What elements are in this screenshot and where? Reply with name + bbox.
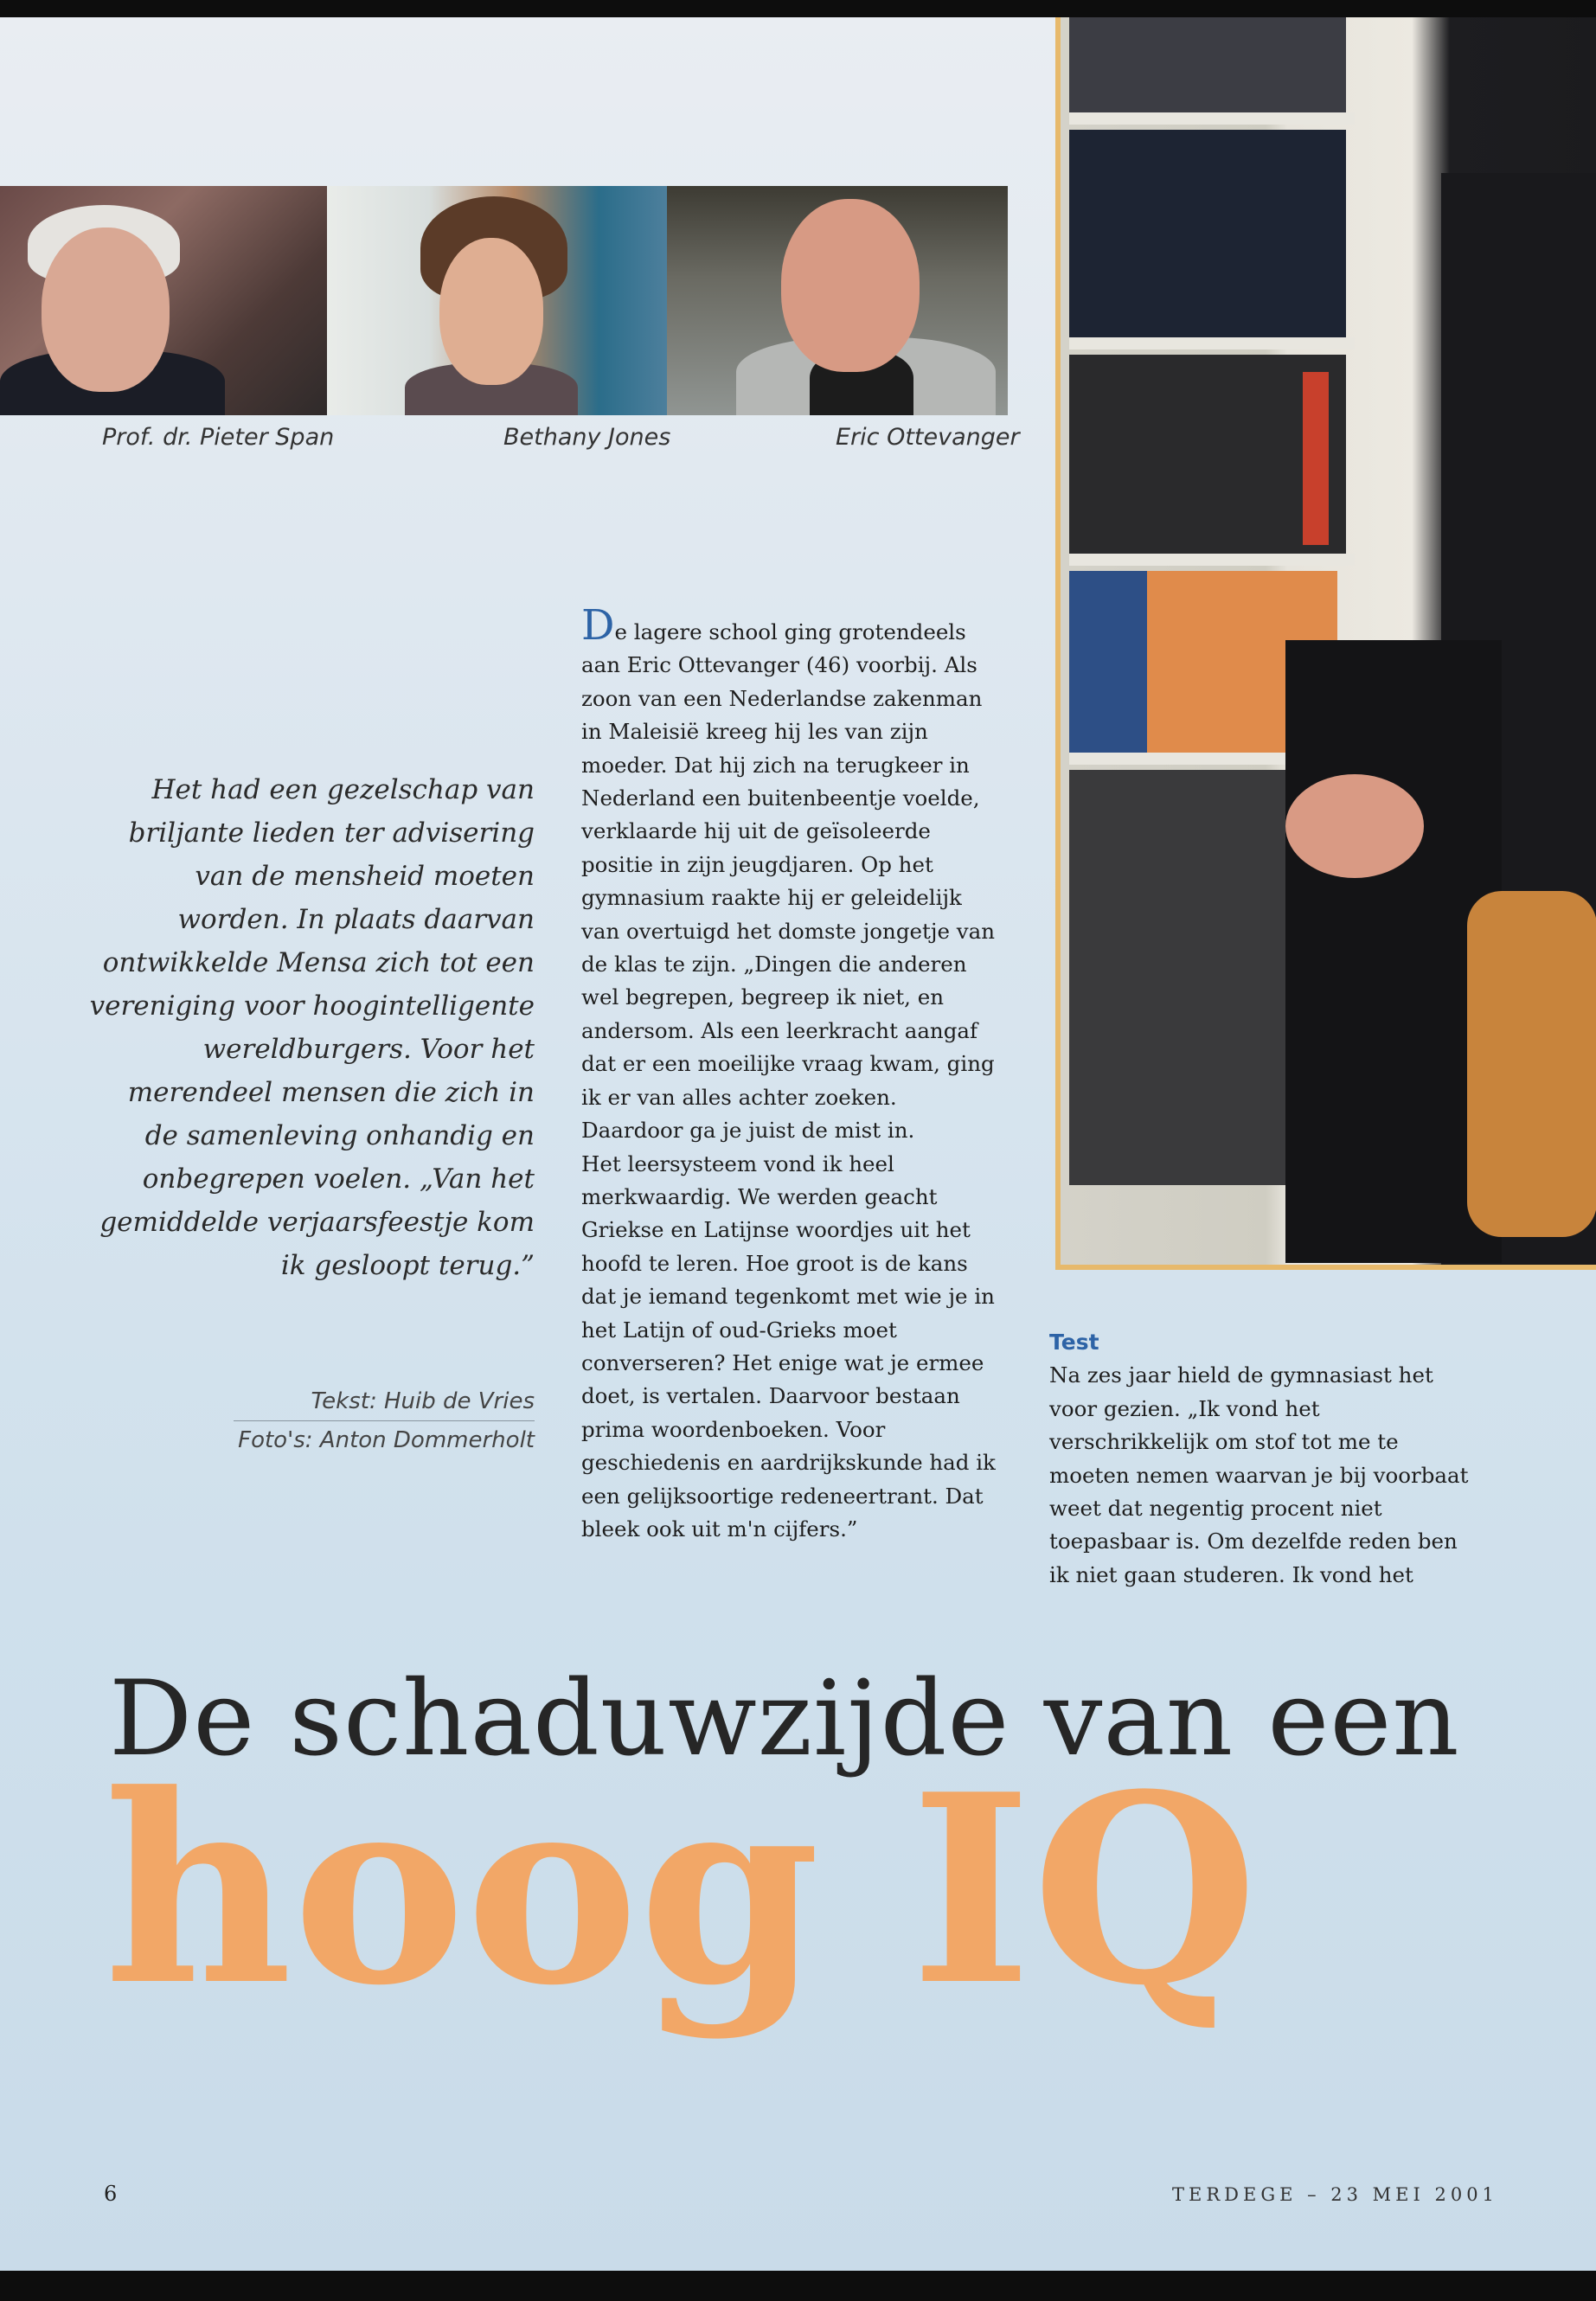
photo-eric-ottevanger	[667, 186, 1008, 415]
drop-cap: D	[581, 601, 615, 650]
caption-bethany-jones: Bethany Jones	[503, 424, 671, 451]
credit-photos: Foto's: Anton Dommerholt	[234, 1420, 535, 1459]
caption-eric-ottevanger: Eric Ottevanger	[836, 424, 1020, 451]
article-paragraph-1: e lagere school ging grotendeels aan Eric Ottevanger (46) voorbij. Als zoon van een Nederlandse zakenman in Maleisië kreeg hij les van zijn moeder. Dat hij zich na terugkeer in Nederland een buitenbeentje voelde, verklaarde hij uit de geïsoleerde positie in zijn jeugdjaren. Op het gymnasium raakte hij er geleidelijk van overtuigd het domste jongetje van de klas te zijn. „Dingen die anderen wel begrepen, begreep ik niet, en andersom. Als een leerkracht aangaf dat er een moeilijke vraag kwam, ging ik er van alles achter zoeken. Daardoor ga je juist de mist in.	[581, 619, 995, 1144]
bookshelf-photo	[1055, 17, 1596, 1270]
article-paragraph-2: Het leersysteem vond ik heel merkwaardig. We werden geacht Griekse en Latijnse woordjes uit het hoofd te leren. Hoe groot is de kans dat je iemand tegenkomt met wie je in het Latijn of oud-Grieks moet converseren? Het enige wat je ermee doet, is vertalen. Daarvoor bestaan prima woordenboeken. Voor geschiedenis en aardrijkskunde had ik een gelijksoortige redeneertrant. Dat bleek ook uit m'n cijfers.”	[581, 1150, 996, 1541]
article-paragraph-3: Na zes jaar hield de gymnasiast het voor gezien. „Ik vond het verschrikkelijk om stof tot me te moeten nemen waarvan je bij voorbaat weet dat negentig procent niet toepasbaar is. Om dezelfde reden ben ik niet gaan studeren. Ik vond het	[1049, 1362, 1469, 1587]
photo-pieter-span	[0, 186, 327, 415]
article-column-1	[581, 601, 1003, 1546]
credits	[234, 1382, 535, 1459]
subhead-test: Test	[1049, 1330, 1099, 1355]
caption-pieter-span: Prof. dr. Pieter Span	[102, 424, 335, 451]
headline-line-2: hoog IQ	[104, 1737, 1259, 2042]
footer-issue: TERDEGE – 23 MEI 2001	[1172, 2184, 1498, 2205]
page-number: 6	[104, 2182, 118, 2206]
credit-text: Tekst: Huib de Vries	[311, 1388, 535, 1414]
headline-line-1: De schaduwzijde van een	[109, 1659, 1460, 1779]
article-column-2	[1049, 1326, 1482, 1592]
portrait-strip	[0, 186, 1008, 415]
magazine-page	[0, 17, 1596, 2271]
photo-bethany-jones	[327, 186, 667, 415]
pull-quote: Het had een gezelschap van briljante lieden ter advisering van de mensheid moeten worden. In plaats daarvan ontwikkelde Mensa zich tot een vereniging voor hoogintelligente wereldburgers. Voor het merendeel mensen die zich in de samenleving onhandig en onbegrepen voelen. „Van het gemiddelde verjaarsfeestje kom ik gesloopt terug.”	[89, 774, 535, 1281]
